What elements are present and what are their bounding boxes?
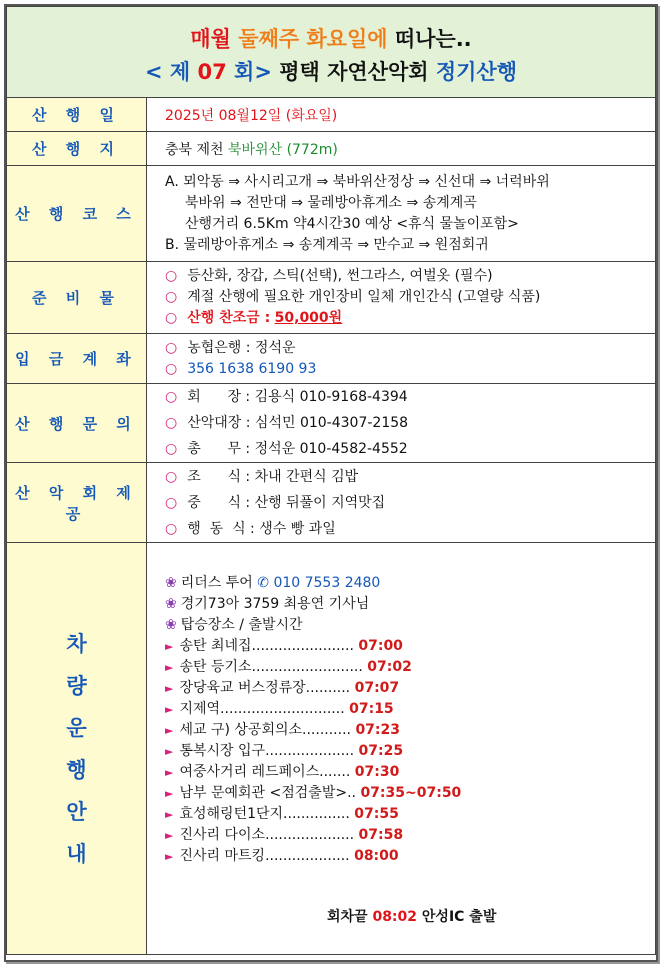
bus-label <box>7 543 147 955</box>
stop-row <box>165 741 655 762</box>
fee-label: 산행 찬조금 : <box>187 310 271 326</box>
contact-president: 회 장 : 김용식 010-9168-4394 <box>187 389 408 405</box>
date-label: 산 행 일 <box>7 98 147 132</box>
arrow-icon: ► <box>165 682 174 695</box>
bus-value <box>147 543 656 955</box>
account-bank <box>165 338 655 359</box>
account-bank-text: 농협은행 : 정석운 <box>187 339 296 356</box>
arrow-icon: ► <box>165 787 174 800</box>
stop-name: 진사리 마트킹................... <box>179 848 350 864</box>
contact-value <box>147 384 656 463</box>
header-event-name: 정기산행 <box>435 60 518 84</box>
meal-item <box>165 490 655 516</box>
header-round-open: < 제 <box>144 60 191 84</box>
account-label: 입 금 계 좌 <box>7 334 147 384</box>
bus-label-char: 운 <box>66 715 87 740</box>
contact-secretary: 총 무 : 정석운 010-4582-4552 <box>187 441 408 457</box>
arrow-icon: ► <box>165 808 174 821</box>
place-region: 충북 제천 <box>165 141 224 158</box>
header-word-tuesday: 화요일에 <box>306 27 388 51</box>
bus-label-char: 차 <box>66 631 87 656</box>
bus-label-char: 안 <box>66 799 87 824</box>
fee-value: 50,000원 <box>274 310 343 326</box>
flyer-table <box>6 6 656 955</box>
stop-row <box>165 636 655 657</box>
stop-time: 07:15 <box>349 701 394 717</box>
contact-item <box>165 436 655 462</box>
prep-item <box>165 287 655 308</box>
bus-label-char: 행 <box>66 757 87 782</box>
prep-item <box>165 266 655 287</box>
bullet-icon: ○ <box>165 268 178 284</box>
prep-fee <box>165 308 655 329</box>
stop-name: 송탄 최네집....................... <box>179 638 354 654</box>
stop-name: 지제역............................ <box>179 701 345 717</box>
stop-row <box>165 720 655 741</box>
bullet-icon: ○ <box>165 289 178 305</box>
contact-label: 산 행 문 의 <box>7 384 147 463</box>
place-mountain: 북바위산 <box>228 141 283 158</box>
header-round-number: 07 <box>197 60 227 84</box>
stop-name: 효성해링턴1단지............... <box>179 806 350 822</box>
arrow-icon: ► <box>165 850 174 863</box>
bus-label-char: 내 <box>66 841 87 866</box>
contact-item <box>165 410 655 436</box>
arrow-icon: ► <box>165 640 174 653</box>
arrow-icon: ► <box>165 829 174 842</box>
bullet-icon: ○ <box>165 468 178 485</box>
header-line-1 <box>7 15 655 55</box>
bus-driver-text: 경기73아 3759 최용연 기사님 <box>180 596 370 612</box>
bullet-icon: ○ <box>165 360 178 377</box>
return-time: 08:02 <box>372 909 418 925</box>
flower-icon: ❀ <box>165 617 177 633</box>
stop-row <box>165 783 655 804</box>
stop-time: 07:55 <box>354 806 399 822</box>
arrow-icon: ► <box>165 703 174 716</box>
bullet-icon: ○ <box>165 520 178 537</box>
course-line-a2: 북바위 ⇒ 전만대 ⇒ 물레방아휴게소 ⇒ 송계계곡 <box>185 194 477 211</box>
date-text: 2025년 08월12일 (화요일) <box>165 107 338 124</box>
stop-row <box>165 657 655 678</box>
account-number-text: 356 1638 6190 93 <box>187 360 317 377</box>
meal-breakfast: 조 식 : 차내 간편식 김밥 <box>187 468 359 485</box>
bus-tour <box>165 573 655 594</box>
date-value <box>147 98 656 132</box>
course-distance: 산행거리 6.5Km 약4시간30 예상 <휴식 물놀이포함> <box>185 215 519 232</box>
stop-row <box>165 762 655 783</box>
arrow-icon: ► <box>165 661 174 674</box>
bus-tour-name: 리더스 투어 <box>180 575 253 591</box>
header-line-2 <box>7 55 655 89</box>
stop-time: 08:00 <box>354 848 399 864</box>
meal-item <box>165 464 655 490</box>
bus-return <box>327 906 496 926</box>
stop-name: 송탄 등기소......................... <box>179 659 363 675</box>
stop-row <box>165 804 655 825</box>
prep-item-text: 계절 산행에 필요한 개인장비 일체 개인간식 (고열량 식품) <box>187 289 541 305</box>
stop-name: 장당육교 버스정류장.......... <box>179 680 351 696</box>
stop-time: 07:35~07:50 <box>360 785 462 801</box>
meals-value <box>147 463 656 543</box>
contact-captain: 산악대장 : 심석민 010-4307-2158 <box>187 415 409 431</box>
stop-name: 여중사거리 레드페이스....... <box>179 764 351 780</box>
course-line-a: A. 뫼악동 ⇒ 사시리고개 ⇒ 북바위산정상 ⇒ 신선대 ⇒ 너럭바위 <box>165 173 550 190</box>
flower-icon: ❀ <box>165 575 177 591</box>
return-suffix: 안성IC 출발 <box>421 909 497 925</box>
bus-stops-title <box>165 615 655 636</box>
meals-label: 산 악 회 제 공 <box>7 463 147 543</box>
stop-time: 07:25 <box>358 743 404 759</box>
stop-name: 진사리 다이소.................... <box>179 827 355 843</box>
bus-stops-title-text: 탑승장소 / 출발시간 <box>180 617 303 633</box>
header-word-monthly: 매월 <box>190 27 231 51</box>
flyer-frame <box>4 4 658 962</box>
meal-item <box>165 516 655 542</box>
prep-value <box>147 262 656 334</box>
stop-time: 07:58 <box>358 827 404 843</box>
prep-item-text: 등산화, 장갑, 스틱(선택), 썬그라스, 여벌옷 (필수) <box>187 268 493 284</box>
bus-label-char: 량 <box>66 673 87 698</box>
bullet-icon: ○ <box>165 494 178 511</box>
stop-time: 07:07 <box>354 680 400 696</box>
stop-time: 07:02 <box>367 659 412 675</box>
bus-tour-phone: ✆ 010 7553 2480 <box>257 575 381 591</box>
return-prefix: 회차끝 <box>327 909 368 925</box>
stop-row <box>165 846 655 867</box>
account-number <box>165 359 655 380</box>
course-line-b: B. 물레방아휴게소 ⇒ 송계계곡 ⇒ 만수교 ⇒ 원점회귀 <box>165 236 489 253</box>
place-value <box>147 132 656 166</box>
header-round-close: 회> <box>234 60 272 84</box>
stop-name: 세교 구) 상공회의소........... <box>179 722 351 738</box>
stop-time: 07:00 <box>358 638 403 654</box>
header-club-name: 평택 자연산악회 <box>279 60 429 84</box>
arrow-icon: ► <box>165 745 174 758</box>
prep-label: 준 비 물 <box>7 262 147 334</box>
arrow-icon: ► <box>165 724 174 737</box>
bullet-icon: ○ <box>165 441 178 457</box>
bullet-icon: ○ <box>165 310 178 326</box>
place-label: 산 행 지 <box>7 132 147 166</box>
header-word-second-week: 둘째주 <box>238 27 300 51</box>
course-value <box>147 166 656 262</box>
course-label: 산 행 코 스 <box>7 166 147 262</box>
arrow-icon: ► <box>165 766 174 779</box>
stop-name: 남부 문예회관 <점검출발>.. <box>179 785 356 801</box>
flyer-header <box>7 7 656 98</box>
header-word-leaving: 떠나는.. <box>394 27 472 51</box>
bullet-icon: ○ <box>165 415 178 431</box>
stop-row <box>165 699 655 720</box>
meal-lunch: 중 식 : 산행 뒤풀이 지역맛집 <box>187 494 386 511</box>
stop-row <box>165 825 655 846</box>
bus-driver <box>165 594 655 615</box>
bullet-icon: ○ <box>165 389 178 405</box>
contact-item <box>165 384 655 410</box>
stop-time: 07:23 <box>355 722 401 738</box>
place-height: (772m) <box>286 141 338 158</box>
flower-icon: ❀ <box>165 596 177 612</box>
bullet-icon: ○ <box>165 339 178 356</box>
stop-name: 통복시장 입구.................... <box>179 743 355 759</box>
stop-time: 07:30 <box>354 764 400 780</box>
account-value <box>147 334 656 384</box>
meal-snack: 행 동 식 : 생수 빵 과일 <box>187 520 336 537</box>
stop-row <box>165 678 655 699</box>
